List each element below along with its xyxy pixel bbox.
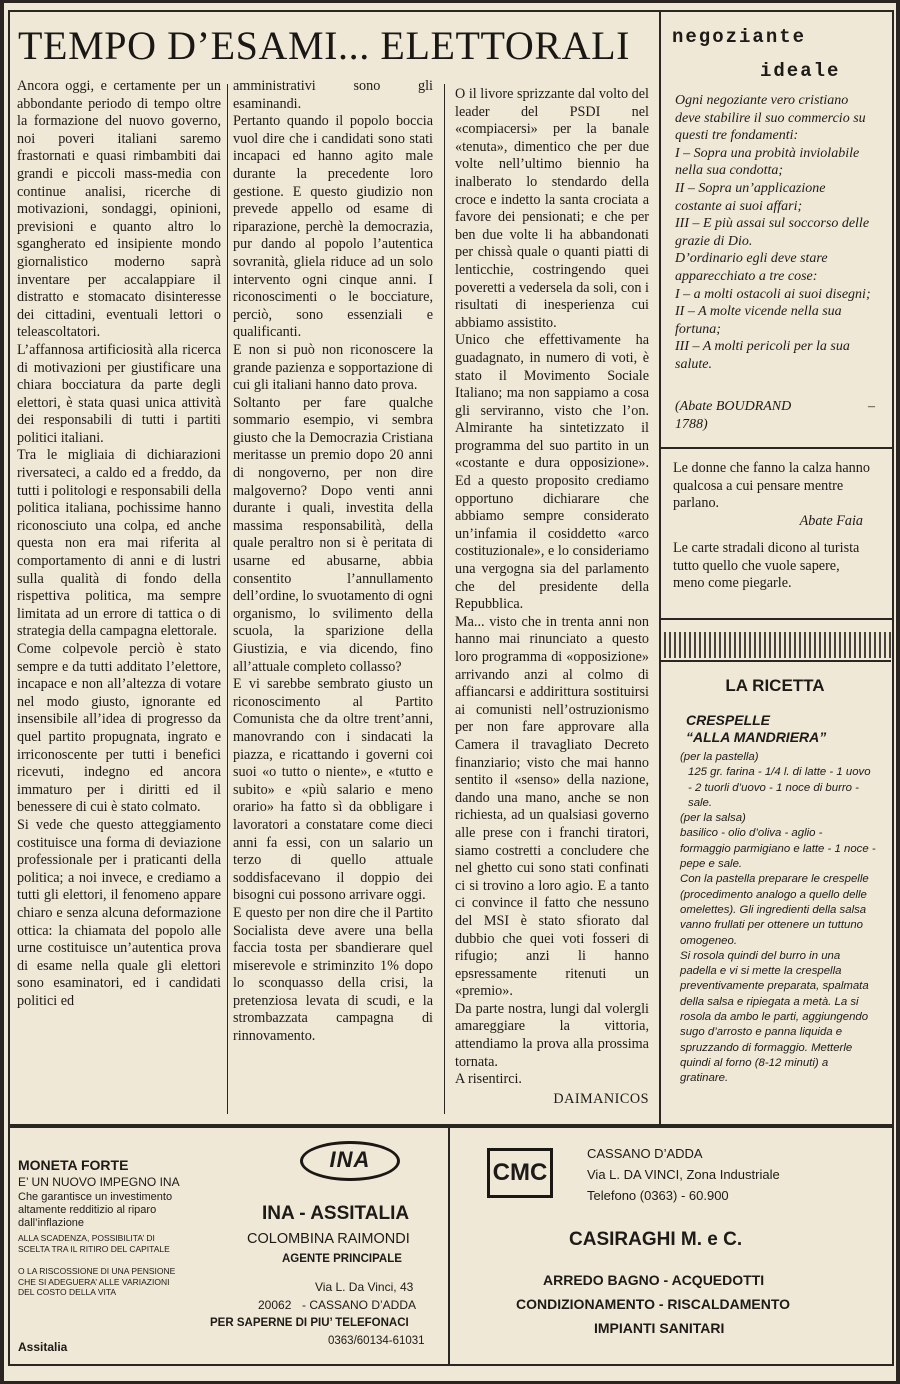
recipe-name bbox=[686, 712, 886, 746]
salsa-label: (per la salsa) bbox=[680, 812, 746, 825]
sidebar-divider bbox=[659, 10, 661, 1126]
sidebar-citation bbox=[675, 398, 875, 433]
sidebar-line: I – a molti ostacoli ai suoi disegni; bbox=[675, 286, 871, 302]
article-column-3 bbox=[455, 86, 649, 1118]
paragraph: E vi sarebbe sembrato giusto un riconoscimento al Partito Comunista che da oltre trent’anni, manovrando con i sindacati la piazza, e ricattando i governi coi suoi «o tutto o niente», e «tutto e subito» e «più salario e meno orario» ha fatto sì da obbligare i lavoratori a constatare come dieci anni fa essi, con un salario un terzo di quello attuale soddisfacevano il doppio dei bisogni cui possono arrivare oggi. bbox=[233, 676, 433, 904]
sidebar-rule-2 bbox=[659, 618, 894, 620]
decorative-border-line bbox=[659, 660, 891, 662]
recipe-name-line1: CRESPELLE bbox=[686, 712, 771, 728]
paragraph: Si vede che questo atteggiamento costituisce una forma di deviazione professionale per i praticanti della politica; a noi invece, e crediamo a tutti gli elettori, il fenomeno appare chiaro e senza alcuna deformazione ottica: la chiamata del popolo alle urne costituisce un’autentica prova di esame nella quale gli elettori sono esaminatori, ed i candidati politici ed bbox=[17, 816, 221, 1009]
ina-agent-name: COLOMBINA RAIMONDI bbox=[247, 1231, 410, 1247]
paragraph: A risentirci. bbox=[455, 1071, 522, 1088]
quote-block-2 bbox=[673, 540, 873, 593]
sidebar-line: II – Sopra un’applicazione costante ai suoi affari; bbox=[675, 180, 826, 214]
paragraph: L’affannosa artificiosità alla ricerca di motivazioni per giustificare una chiara bocciatura da parte degli elettori, è stata quasi unica attività dei responsabili di tutti i partiti politici italiani. bbox=[17, 341, 221, 446]
ina-company: INA - ASSITALIA bbox=[262, 1203, 410, 1224]
paragraph: Come colpevole perciò è stato sempre e da tutti additato l’elettore, incapace e non all’altezza di votare nel modo giusto, ignorante ed insensibile all’idea di progresso da quel partito propugnata, ingrato e irriconoscente per tutti i benefici ricevuti, indegno ed ancora immaturo per i diritti ed il benessere di cui è stato colmato. bbox=[17, 641, 221, 816]
quote-author: Abate Faia bbox=[799, 512, 863, 529]
sidebar-line: I – Sopra una probità inviolabile nella sua condotta; bbox=[675, 145, 860, 179]
sidebar-line: II – A molte vicende nella sua fortuna; bbox=[675, 304, 842, 337]
article-title: TEMPO D’ESAMI... ELETTORALI bbox=[18, 23, 631, 68]
casiraghi-address: Via L. DA VINCI, Zona Industriale bbox=[587, 1167, 780, 1182]
recipe-body bbox=[680, 750, 876, 1087]
ina-phone: 0363/60134-61031 bbox=[328, 1335, 425, 1347]
casiraghi-logo bbox=[487, 1148, 553, 1198]
ina-address: Via L. Da Vinci, 43 bbox=[315, 1280, 414, 1294]
sidebar-line: Ogni negoziante vero cristiano deve stabilire il suo commercio su questi tre fondamenti: bbox=[675, 93, 866, 144]
paragraph: Da parte nostra, lungi dal volergli amareggiare la vittoria, attendiamo la prova alla prossima tornata. bbox=[455, 1000, 649, 1070]
column-rule-1 bbox=[227, 84, 228, 1114]
paragraph: Unico che effettivamente ha guadagnato, in numero di voti, è stato il Movimento Sociale Italiano; ma non sappiamo a cosa gli serviranno, visto che l’on. Almirante ha sintetizzato il programma del suo partito in un «costante e dura opposizione». Ed a questo proposito crediamo opportuno dichiarare che abbiamo sempre considerato un’infamia il cosiddetto «arco costituzionale», e lo consideriamo una vergogna sia del parlamento che del presidente della Repubblica. bbox=[455, 332, 649, 613]
citation-name: (Abate BOUDRAND bbox=[675, 399, 792, 414]
sidebar-line: III – A molti pericoli per la sua salute. bbox=[675, 339, 850, 372]
ina-left-small-1: ALLA SCADENZA, POSSIBILITA’ DI SCELTA TRA IL RITIRO DEL CAPITALE bbox=[18, 1233, 170, 1254]
casiraghi-city: CASSANO D’ADDA bbox=[587, 1146, 703, 1161]
ina-call-to-action: PER SAPERNE DI PIU’ TELEFONACI bbox=[210, 1317, 409, 1329]
decorative-border bbox=[659, 632, 891, 658]
ina-logo bbox=[300, 1141, 400, 1181]
citation-dash: – bbox=[868, 399, 875, 414]
paragraph: Pertanto quando il popolo boccia vuol dire che i candidati sono stati incapaci ed hanno agito male durante la precedente loro gestione. E questo giudizio non prevede appello od esame di riparazione, perchè la democrazia, pur dando al popolo l’autentica sovranità, gliela riduce ad un solo intervento ogni cinque anni. I riconoscimenti o le bocciature, perciò, sono essenziali e qualificanti. bbox=[233, 113, 433, 341]
paragraph: amministrativi sono gli esaminandi. bbox=[233, 78, 433, 112]
ina-cap: 20062 bbox=[258, 1298, 292, 1312]
casiraghi-line-1: ARREDO BAGNO - ACQUEDOTTI bbox=[543, 1272, 765, 1288]
sidebar-line: III – E più assai sul soccorso delle grazie di Dio. bbox=[675, 216, 870, 249]
casiraghi-logo-text: CMC bbox=[492, 1159, 548, 1186]
quote-text: Le donne che fanno la calza hanno qualcosa a cui pensare mentre parlano. bbox=[673, 460, 870, 512]
ina-left-sub: E’ UN NUOVO IMPEGNO INA bbox=[18, 1175, 180, 1189]
sidebar-body bbox=[675, 92, 875, 374]
sidebar-heading-line2: ideale bbox=[760, 60, 841, 82]
paragraph: E non si può non riconoscere la grande pazienza e sopportazione di cui gli italiani hanno dato prova. bbox=[233, 341, 433, 394]
paragraph: Soltanto per fare qualche sommario esempio, vi sembra giusto che la Democrazia Cristiana meritasse un premio dopo 20 anni di nongoverno, per non dire malgoverno? Dopo venti anni durante i quali, investita della massima responsabilità, della quale peraltro non si è peritata di usarne ed abusarne, abbia consentito l’annullamento dell’ordine, lo svuotamento di ogni organismo, lo svilimento della scuola, la sparizione della Giustizia, e via dicendo, fino all’attuale completo collasso? bbox=[233, 394, 433, 675]
ina-left-title: MONETA FORTE bbox=[18, 1157, 129, 1173]
pastella-label: (per la pastella) bbox=[680, 751, 759, 763]
ina-logo-text: INA bbox=[329, 1147, 371, 1172]
ina-left-small-2: O LA RISCOSSIONE DI UNA PENSIONE CHE SI ADEGUERA’ ALLE VARIAZIONI DEL COSTO DELLA VITA bbox=[18, 1266, 176, 1297]
paragraph: Tra le migliaia di dichiarazioni riversateci, a caldo ed a freddo, da tutti i politologi e responsabili della politica italiana, pochissime hanno riconosciuto una colpa, ed anche questa non era mai riferita al comportamento di anni e di lustri sulla qualità di fondo della rispettiva politica, ma sempre limitata ad un errore di tattica o di strategia della campagna elettorale. bbox=[17, 447, 221, 640]
ad-divider bbox=[448, 1126, 450, 1366]
article-column-1 bbox=[17, 78, 221, 1118]
ina-left-body: Che garantisce un investimento altamente redditizio al riparo dall’inflazione bbox=[18, 1191, 173, 1229]
paragraph: Ancora oggi, e certamente per un abbondante periodo di tempo oltre la formazione del nuovo governo, noi poveri italiani saremo frastornati e quasi rimbambiti dai grandi e piccoli mass-media con continue analisi, ricerche di motivazioni, sondaggi, opinioni, previsioni e quanto altro lo sgangherato ed insipiente mondo giornalistico moderno saprà inventare per accalappiare il distratto e stomacato disinteresse dei cittadini, eventuali lettori o teleascoltatori. bbox=[17, 78, 221, 341]
salsa-ingredients: basilico - olio d’oliva - aglio - formaggio parmigiano e latte - 1 noce - pepe e sale. bbox=[680, 827, 876, 871]
ina-agent-role: AGENTE PRINCIPALE bbox=[282, 1253, 402, 1265]
recipe-method-2: Si rosola quindi del burro in una padella e vi si mette la crespella preventivamente preparata, spalmata della salsa e ripiegata a metà. La si rosola da ambo le parti, aggiungendo sugo d’arrosto e panna liquida e spruzzando di formaggio. Metterle quindi al forno (8-12 minuti) a gratinare. bbox=[680, 949, 869, 1085]
pastella-ingredients: 125 gr. farina - 1/4 l. di latte - 1 uovo - 2 tuorli d’uovo - 1 noce di burro - sale. bbox=[688, 766, 871, 809]
paragraph: O il livore sprizzante dal volto del leader del PSDI nel «compiacersi» per la banale «tenuta», dimentico che per due volte nell’ultimo biennio ha inalberato lo stendardo della croce e indetto la santa crociata a favore dei pensionati; e che per ben due volte li ha abbandonati per chissà quale o quanti piatti di lenticchie, costringendo quei poveretti a vedersela da soli, con i risultati di inesperienza cui abbiamo assistito. bbox=[455, 86, 649, 331]
casiraghi-phone: Telefono (0363) - 60.900 bbox=[587, 1188, 729, 1203]
recipe-name-line2: “ALLA MANDRIERA” bbox=[686, 729, 827, 745]
casiraghi-line-2: CONDIZIONAMENTO - RISCALDAMENTO bbox=[516, 1296, 791, 1312]
casiraghi-company: CASIRAGHI M. e C. bbox=[569, 1229, 743, 1250]
sidebar-rule-1 bbox=[659, 447, 894, 449]
paragraph: Ma... visto che in trenta anni non hanno mai rinunciato a questo loro programma di «opposizione» arrivando anzi al colmo di affiancarsi e addirittura sostituirsi ai comunisti nell’ostruzionismo per non fare approvare alla Camera il travagliato Decreto finanziario; visto che mai hanno sentito il «senso» della nazione, dando una mano, anche se non richiesta, ad un qualsiasi governo alle prese con i franchi tiratori, siamo costretti a concludere che nel ghetto cui sono stati confinati ci si trovino a loro agio. E a tanto ci convince il fatto che nessuno del MSI è stato sfiorato dal dubbio che quei voti fosseri di rifugio; anzi li hanno epsressamente ritenuti un «premio». bbox=[455, 613, 649, 1000]
recipe-method-1: Con la pastella preparare le crespelle (procedimento analogo a quello delle omelettes). Gli ingredienti della salsa vanno frullati per ottenere un tuttuno omogeneo. bbox=[680, 873, 869, 947]
article-column-2 bbox=[233, 78, 433, 1118]
sidebar-line: D’ordinario egli deve stare apparecchiato a tre cose: bbox=[675, 251, 828, 284]
article-signature: DAIMANICOS bbox=[553, 1090, 649, 1107]
quote-block-1 bbox=[673, 460, 873, 530]
recipe-heading: LA RICETTA bbox=[725, 676, 825, 695]
ina-city: - CASSANO D’ADDA bbox=[302, 1298, 417, 1312]
sidebar-heading-line1: negoziante bbox=[672, 26, 807, 48]
quote-text: Le carte stradali dicono al turista tutto quello che vuole sapere, meno come piegarle. bbox=[673, 540, 860, 592]
paragraph: E questo per non dire che il Partito Socialista deve avere una bella faccia tosta per sbandierare quel miserevole e striminzito 1% dopo lo sconquasso della crisi, la pretenziosa levata di scudi, e la strombazzata campagna di rinnovamento. bbox=[233, 904, 433, 1045]
citation-year: 1788) bbox=[675, 416, 708, 432]
column-rule-2 bbox=[444, 84, 445, 1114]
assitalia-logo: Assitalia bbox=[18, 1340, 68, 1354]
casiraghi-line-3: IMPIANTI SANITARI bbox=[594, 1320, 725, 1336]
